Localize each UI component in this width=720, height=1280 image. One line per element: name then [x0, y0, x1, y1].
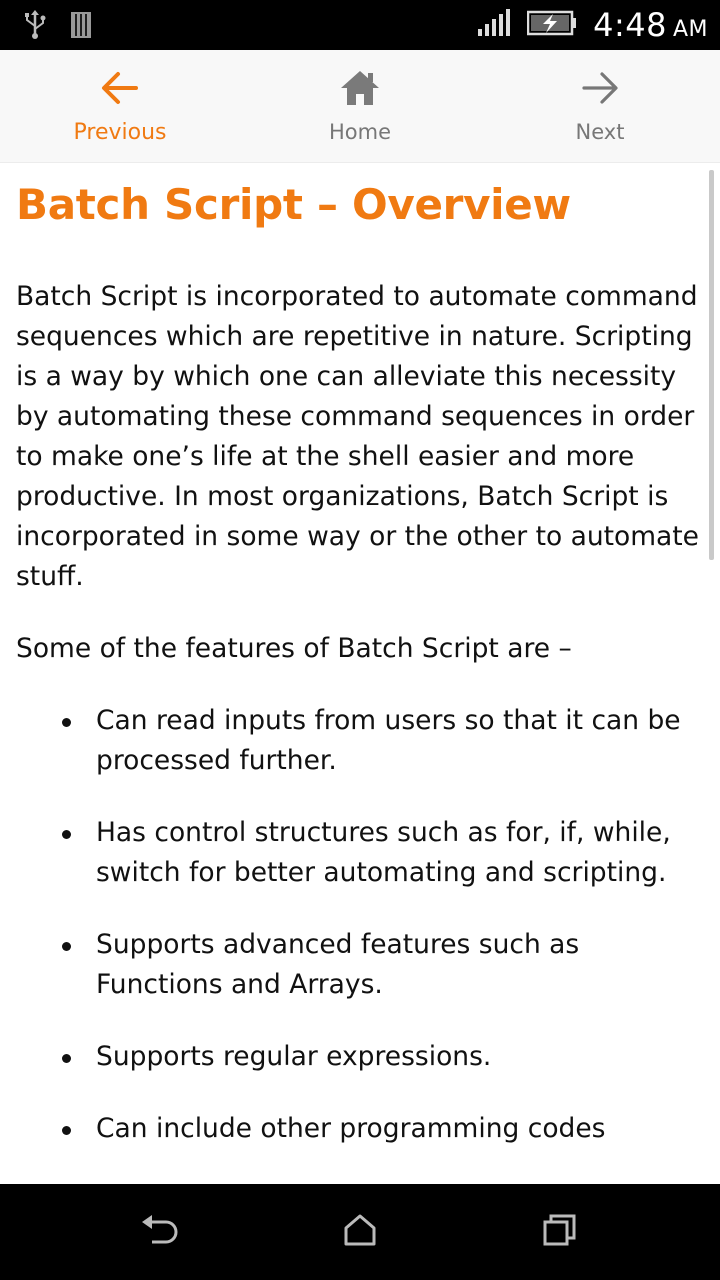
- scrollbar[interactable]: [709, 170, 714, 560]
- top-nav-bar: [0, 50, 720, 163]
- list-item: [0, 813, 720, 893]
- recent-apps-icon: [542, 1213, 578, 1251]
- list-item: [0, 1109, 720, 1149]
- previous-label: Previous: [73, 120, 167, 145]
- usb-icon: [22, 10, 48, 44]
- article-content[interactable]: [0, 162, 720, 1184]
- intro-paragraph: Batch Script is incorporated to automate command sequences which are repetitive in nature. Scripting is a way by which one can alleviate this necessity by automating these command sequences in order to make one’s life at the shell easier and more productive. In most organizations, Batch Script is incorporated in some way or the other to automate stuff.: [16, 281, 699, 592]
- home-icon: [339, 68, 381, 108]
- status-bar: [0, 0, 720, 50]
- signal-icon: [477, 9, 511, 41]
- page-title: Batch Script – Overview: [16, 180, 571, 229]
- home-button[interactable]: [270, 50, 450, 162]
- list-item-text: Can include other programming codes: [96, 1113, 606, 1144]
- bullet-dot: [62, 718, 71, 727]
- bullet-dot: [62, 942, 71, 951]
- bullet-dot: [62, 1126, 71, 1135]
- system-nav-bar: [0, 1184, 720, 1280]
- previous-button[interactable]: [30, 50, 210, 162]
- storage-icon: [70, 11, 92, 43]
- recent-apps-button[interactable]: [530, 1212, 590, 1252]
- clock-ampm: AM: [672, 17, 708, 42]
- next-label: Next: [575, 120, 625, 144]
- list-item-text: Supports regular expressions.: [96, 1041, 492, 1072]
- bullet-dot: [62, 830, 71, 839]
- features-list: [0, 701, 720, 1181]
- list-item: [0, 925, 720, 1005]
- back-icon: [140, 1212, 180, 1252]
- arrow-right-icon: [580, 68, 620, 108]
- list-item-text: Can read inputs from users so that it can be processed further.: [96, 705, 681, 776]
- clock: [593, 6, 708, 44]
- system-home-button[interactable]: [330, 1212, 390, 1252]
- list-item: [0, 701, 720, 781]
- arrow-left-icon: [100, 68, 140, 108]
- features-intro-paragraph: Some of the features of Batch Script are –: [16, 633, 572, 664]
- battery-charging-icon: [527, 9, 577, 41]
- system-home-icon: [342, 1213, 378, 1251]
- back-button[interactable]: [130, 1212, 190, 1252]
- list-item-text: Has control structures such as for, if, while, switch for better automating and scripting.: [96, 817, 671, 888]
- bullet-dot: [62, 1054, 71, 1063]
- next-button[interactable]: [510, 50, 690, 162]
- list-item: [0, 1037, 720, 1077]
- home-label: Home: [328, 120, 391, 144]
- clock-time: 4:48: [593, 6, 667, 44]
- list-item-text: Supports advanced features such as Functions and Arrays.: [96, 929, 580, 1000]
